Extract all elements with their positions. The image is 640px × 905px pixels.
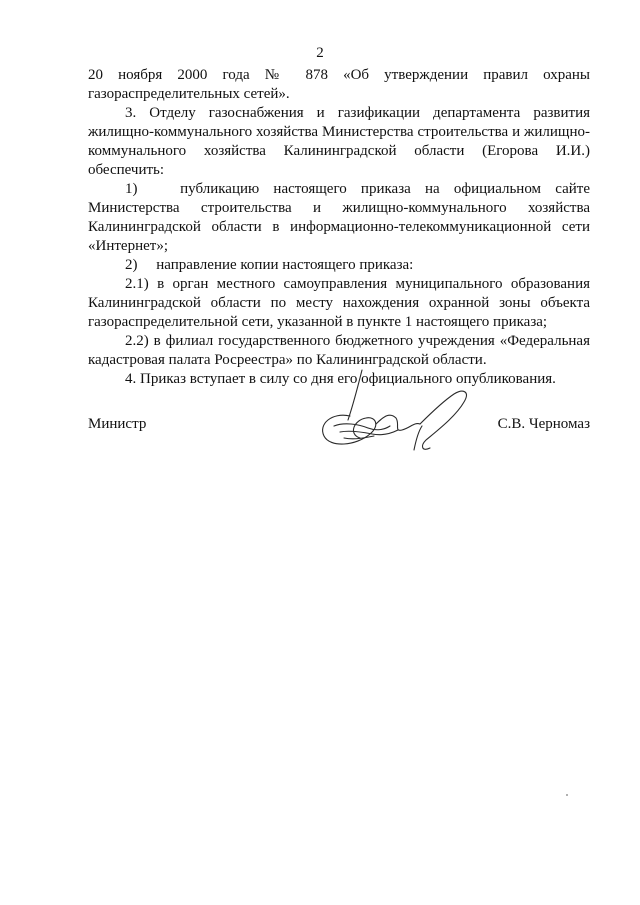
text-line: 2.1) в орган местного самоуправления муниципального образования	[125, 276, 590, 292]
text-line: жилищно-коммунального хозяйства Министерства строительства и жилищно-	[88, 124, 590, 140]
text-line: газораспределительной сети, указанной в пункте 1 настоящего приказа;	[88, 314, 548, 330]
document-body	[88, 66, 590, 389]
text-line: 1) публикацию настоящего приказа на официальном сайте	[125, 181, 590, 197]
text-line: коммунального хозяйства Калининградской области (Егорова И.И.)	[88, 143, 590, 159]
text-line: обеспечить:	[88, 162, 165, 178]
text-line: Министерства строительства и жилищно-коммунального хозяйства	[88, 200, 590, 216]
margin-mark	[566, 794, 568, 796]
position-label: Министр	[88, 416, 147, 432]
handwritten-signature	[310, 368, 480, 463]
text-line: газораспределительных сетей».	[88, 86, 290, 102]
text-line: 20 ноября 2000 года № 878 «Об утверждении правил охраны	[88, 67, 590, 83]
text-line: Калининградской области по месту нахождения охранной зоны объекта	[88, 295, 590, 311]
text-line: 3. Отделу газоснабжения и газификации департамента развития	[125, 105, 590, 121]
text-line: 4. Приказ вступает в силу со дня его официального опубликования.	[125, 371, 556, 387]
page-number: 2	[316, 45, 324, 61]
text-line: 2) направление копии настоящего приказа:	[125, 257, 414, 273]
text-line: Калининградской области в информационно-телекоммуникационной сети	[88, 219, 590, 235]
text-line: «Интернет»;	[88, 238, 168, 254]
text-line: кадастровая палата Росреестра» по Калининградской области.	[88, 352, 487, 368]
text-line: 2.2) в филиал государственного бюджетного учреждения «Федеральная	[125, 333, 590, 349]
signer-name: С.В. Черномаз	[497, 416, 590, 432]
